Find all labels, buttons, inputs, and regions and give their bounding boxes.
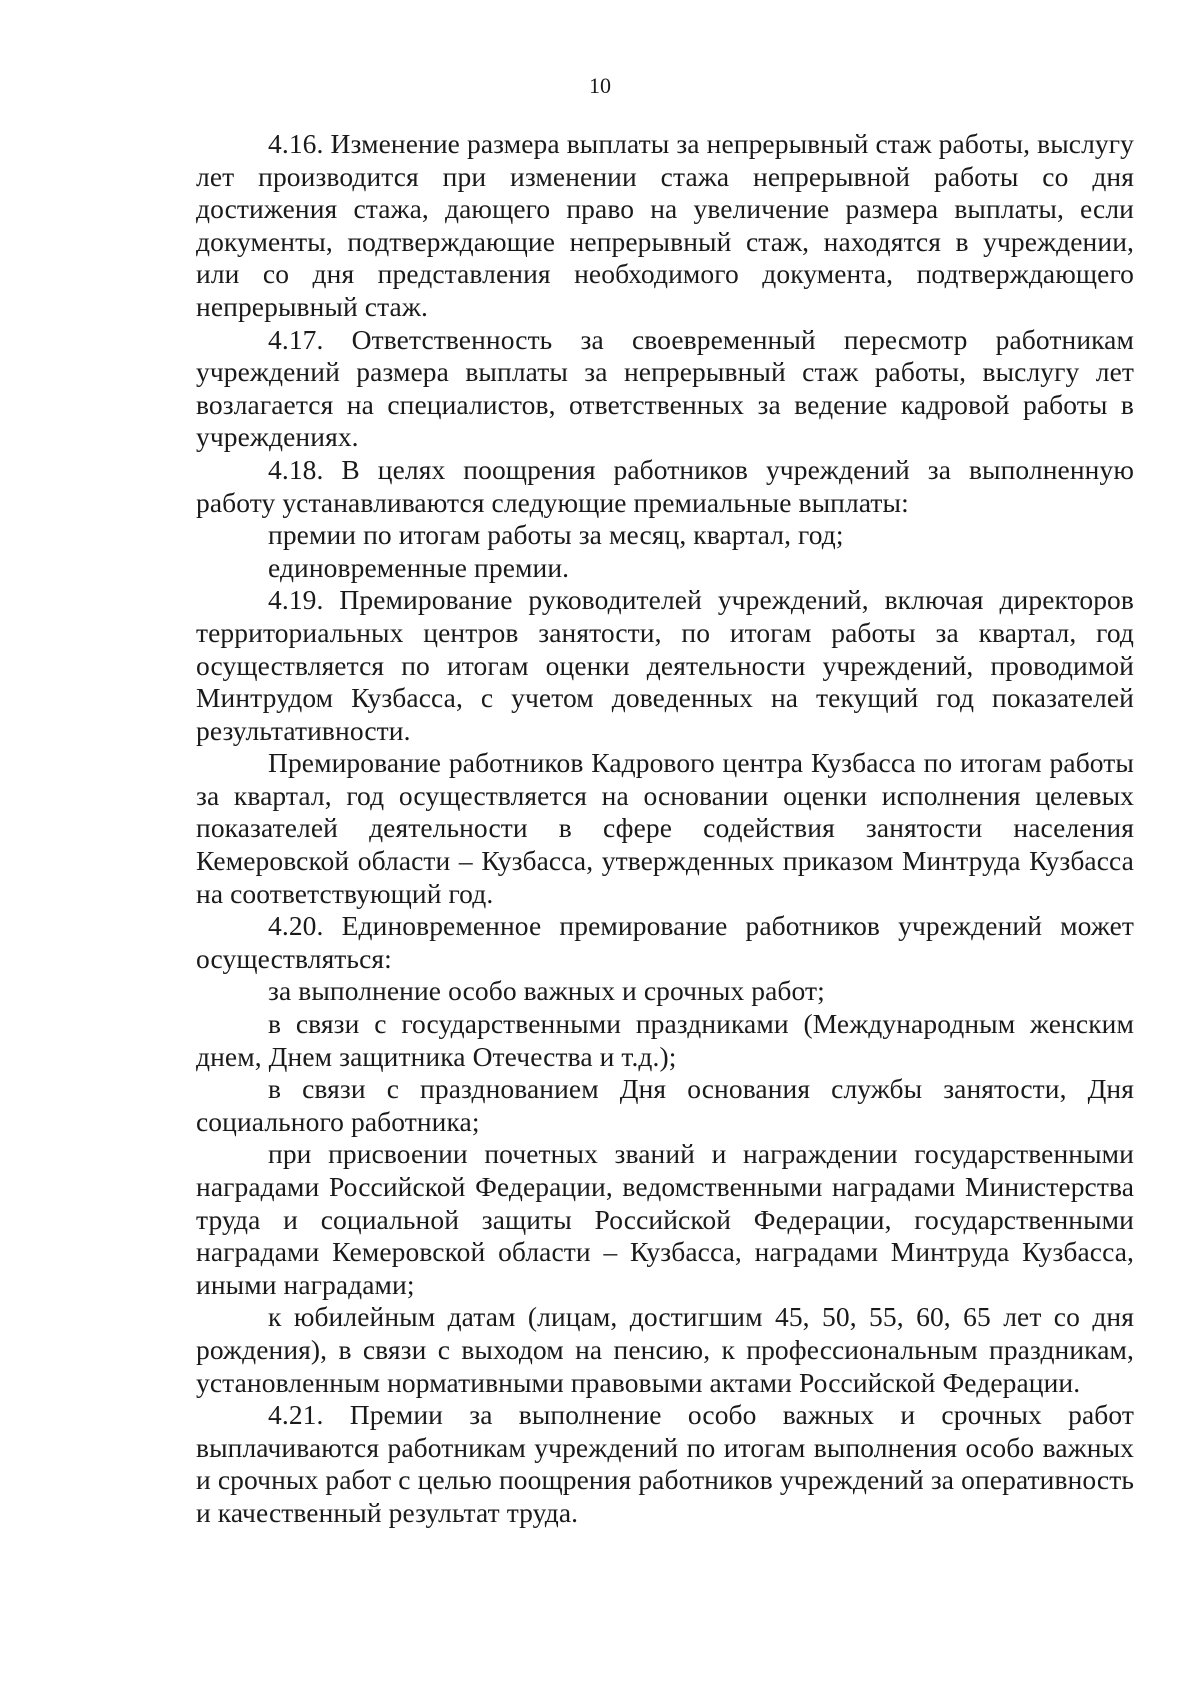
list-item-one-time-bonus: единовременные премии. (268, 551, 570, 583)
paragraph-4-20: 4.20. Единовременное премирование работников учреждений может осуществляться: (196, 910, 1134, 974)
paragraph-4-16: 4.16. Изменение размера выплаты за непрерывный стаж работы, выслугу лет производится при изменении стажа непрерывной работы со дня достижения стажа, дающего право на увеличение размера выплаты, если документы, подтверждающие непрерывный стаж, находятся в учреждении, или со дня представления необходимого документа, подтверждающего непрерывный стаж. (196, 128, 1134, 322)
paragraph-4-18: 4.18. В целях поощрения работников учреждений за выполненную работу устанавливаются следующие премиальные выплаты: (196, 453, 1134, 518)
paragraph-4-19: 4.19. Премирование руководителей учреждений, включая директоров территориальных центров занятости, по итогам работы за квартал, год осуществляется по итогам оценки деятельности учреждений, проводимой Минтрудом Кузбасса, с учетом доведенных на текущий год показателей результативности. (196, 584, 1134, 746)
list-item-state-holidays: в связи с государственными праздниками (Международным женским днем, Днем защитника Отечества и т.д.); (196, 1008, 1134, 1072)
list-item-awards: при присвоении почетных званий и награждении государственными наградами Российской Федерации, ведомственными наградами Министерства труда и социальной защиты Российской Федерации, государственными наградами Кемеровской области – Кузбасса, наградами Минтруда Кузбасса, иными наградами; (196, 1138, 1134, 1300)
paragraph-4-21: 4.21. Премии за выполнение особо важных и срочных работ выплачиваются работникам учреждений по итогам выполнения особо важных и срочных работ с целью поощрения работников учреждений за оперативность и качественный результат труда. (196, 1399, 1134, 1528)
page-number: 10 (589, 73, 611, 98)
list-item-monthly-bonus: премии по итогам работы за месяц, квартал, год; (268, 519, 844, 551)
document-body (196, 128, 1134, 1530)
list-item-service-day: в связи с празднованием Дня основания службы занятости, Дня социального работника; (196, 1073, 1134, 1137)
paragraph-4-19-cont: Премирование работников Кадрового центра Кузбасса по итогам работы за квартал, год осуществляется на основании оценки исполнения целевых показателей деятельности в сфере содействия занятости населения Кемеровской области – Кузбасса, утвержденных приказом Минтруда Кузбасса на соответствующий год. (196, 747, 1134, 909)
list-item-anniversaries: к юбилейным датам (лицам, достигшим 45, 50, 55, 60, 65 лет со дня рождения), в связи с выходом на пенсию, к профессиональным праздникам, установленным нормативными правовыми актами Российской Федерации. (196, 1301, 1134, 1398)
list-item-urgent-work: за выполнение особо важных и срочных работ; (268, 975, 825, 1007)
paragraph-4-17: 4.17. Ответственность за своевременный пересмотр работникам учреждений размера выплаты за непрерывный стаж работы, выслугу лет возлагается на специалистов, ответственных за ведение кадровой работы в учреждениях. (196, 323, 1134, 453)
